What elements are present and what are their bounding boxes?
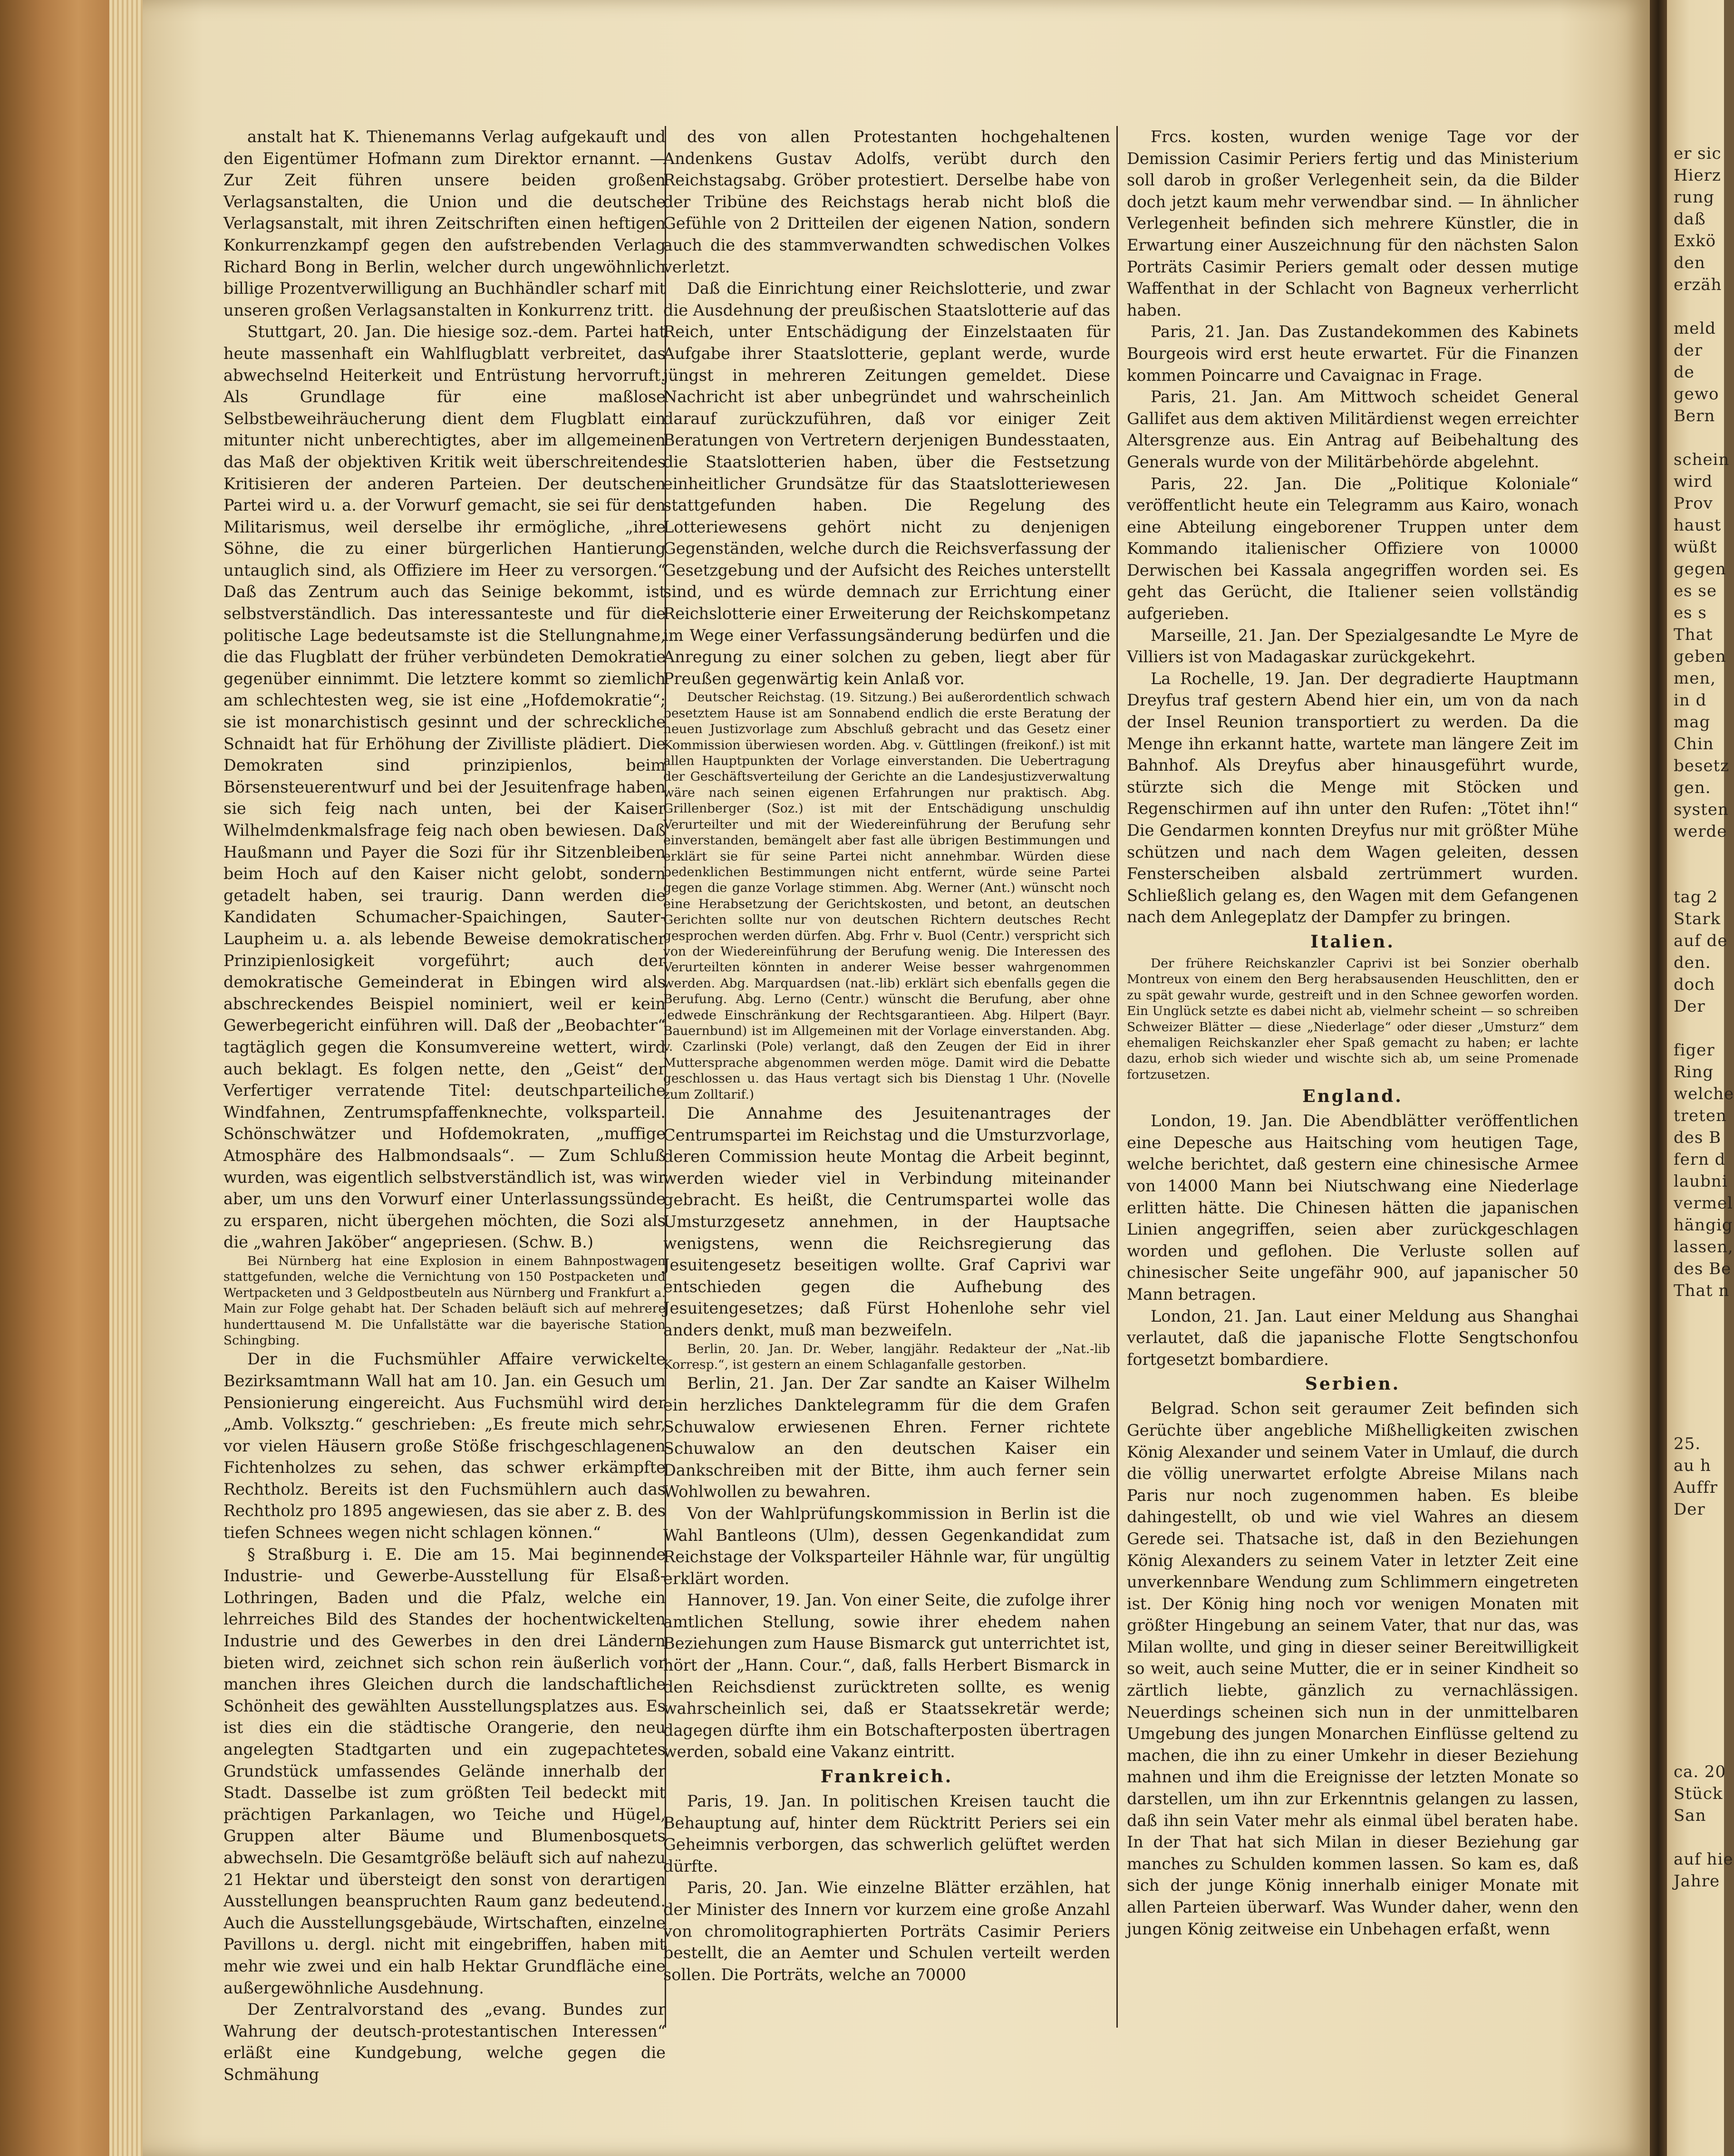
small-print-paragraph: Der frühere Reichskanzler Caprivi ist bei Sonzier oberhalb Montreux von einem den Berg herabsausenden Heuschlitten, den er zu spät gewahr wurde, gestreift und in den Schnee geworfen worden. Ein Unglück setzte es dabei nicht ab, vielmehr scheint — so schreiben Schweizer Blätter — diese „Niederlage“ oder dieser „Umsturz“ dem ehemaligen Reichskanzler eher Spaß gemacht zu haben; er lachte dazu, erhob sich wieder und wischte sich ab, um seine Promenade fortzusetzen.: [1127, 956, 1579, 1082]
column-2: [663, 126, 1110, 2032]
section-heading: England.: [1302, 1086, 1403, 1107]
section-heading: Frankreich.: [820, 1767, 953, 1787]
article-paragraph: Paris, 21. Jan. Am Mittwoch scheidet General Gallifet aus dem aktiven Militärdienst wegen erreichter Altersgrenze aus. Ein Antrag auf Beibehaltung des Generals wurde von der Militärbehörde abgelehnt.: [1127, 387, 1579, 471]
article-paragraph: Paris, 19. Jan. In politischen Kreisen taucht die Behauptung auf, hinter dem Rücktritt Periers sei ein Geheimnis verborgen, das schwerlich gelüftet werden dürfte.: [663, 1792, 1110, 1876]
article-paragraph: Hannover, 19. Jan. Von einer Seite, die zufolge ihrer amtlichen Stellung, sowie ihrer ehedem nahen Beziehungen zum Hause Bismarck gut unterrichtet ist, hört der „Hann. Cour.“, daß, falls Herbert Bismarck in den Reichsdienst zurücktreten sollte, es wenig wahrscheinlich sei, daß er Staatssekretär werde; dagegen dürfte ihm ein Botschafterposten übertragen werden, sobald eine Vakanz eintritt.: [663, 1591, 1110, 1761]
facing-page-edge: [1667, 0, 1734, 2156]
article-paragraph: des von allen Protestanten hochgehaltenen Andenkens Gustav Adolfs, verübt durch den Reichstagsabg. Gröber protestiert. Derselbe habe von der Tribüne des Reichstags herab nicht bloß die Gefühle von 2 Dritteilen der eigenen Nation, sondern auch die des stammverwandten schwedischen Volkes verletzt.: [663, 127, 1110, 276]
article-paragraph: Daß die Einrichtung einer Reichslotterie, und zwar die Ausdehnung der preußischen Staatslotterie auf das Reich, unter Entschädigung der Einzelstaaten für Aufgabe ihrer Staatslotterie, geplant werde, wurde jüngst in mehreren Zeitungen gemeldet. Diese Nachricht ist aber unbegründet und wahrscheinlich darauf zurückzuführen, daß vor einiger Zeit Beratungen von Vertretern derjenigen Bundesstaaten, die Staatslotterien haben, über die Festsetzung einheitlicher Grundsätze für das Staatslotteriewesen stattgefunden haben. Die Regelung des Lotteriewesens gehört nicht zu denjenigen Gegenständen, welche durch die Reichsverfassung der Gesetzgebung und der Aufsicht des Reiches unterstellt sind, und es würde demnach zur Errichtung einer Reichslotterie einer Erweiterung der Reichskompetanz im Wege einer Verfassungsänderung bedürfen und die Anregung zu einer solchen zu geben, liegt aber für Preußen gegenwärtig kein Anlaß vor.: [663, 279, 1110, 688]
book-binding: [0, 0, 143, 2156]
article-paragraph: Paris, 22. Jan. Die „Politique Koloniale“ veröffentlicht heute ein Telegramm aus Kairo, wonach eine Abteilung eingeborener Truppen unter dem Kommando italienischer Offiziere von 10000 Derwischen bei Kassala angegriffen worden sei. Es geht das Gerücht, die Italiener seien vollständig aufgerieben.: [1127, 474, 1579, 623]
book-gutter: [1650, 0, 1667, 2156]
column-rule: [1116, 126, 1118, 2028]
article-paragraph: anstalt hat K. Thienemanns Verlag aufgekauft und den Eigentümer Hofmann zum Direktor ernannt. — Zur Zeit führen unsere beiden großen Verlagsanstalten, die Union und die deutsche Verlagsanstalt, mit ihren Zeitschriften einen heftigen Konkurrenzkampf gegen den aufstrebenden Verlag Richard Bong in Berlin, welcher durch ungewöhnlich billige Prozentverwilligung an Buchhändler scharf mit unseren großen Verlagsanstalten in Konkurrenz tritt.: [223, 127, 666, 319]
page-edges: [109, 0, 143, 2156]
article-paragraph: Frcs. kosten, wurden wenige Tage vor der Demission Casimir Periers fertig und das Ministerium soll darob in großer Verlegenheit sein, da die Bilder doch jetzt kaum mehr verwendbar sind. — In ähnlicher Verlegenheit befinden sich mehrere Künstler, die in Erwartung einer Auszeichnung für den nächsten Salon Porträts Casimir Periers gemalt oder dessen mutige Waffenthat in der Schlacht von Bagneux verherrlicht haben.: [1127, 127, 1579, 319]
article-paragraph: London, 19. Jan. Die Abendblätter veröffentlichen eine Depesche aus Haitsching vom heutigen Tage, welche berichtet, daß gestern eine chinesische Armee von 14000 Mann bei Niutschwang eine Niederlage erlitten hätte. Die Chinesen hätten die japanischen Linien angegriffen, seien aber zurückgeschlagen worden und geflohen. Die Verluste sollen auf chinesischer Seite ungefähr 900, auf japanischer 50 Mann betragen.: [1127, 1112, 1579, 1304]
article-paragraph: Marseille, 21. Jan. Der Spezialgesandte Le Myre de Villiers ist von Madagaskar zurückgekehrt.: [1127, 626, 1579, 667]
section-heading: Italien.: [1310, 931, 1395, 952]
article-paragraph: Paris, 20. Jan. Wie einzelne Blätter erzählen, hat der Minister des Innern vor kurzem eine große Anzahl von chromolitographierten Porträts Casimir Periers bestellt, die an Aemter und Schulen verteilt werden sollen. Die Porträts, welche an 70000: [663, 1878, 1110, 1984]
article-paragraph: Berlin, 21. Jan. Der Zar sandte an Kaiser Wilhelm ein herzliches Danktelegramm für die dem Grafen Schuwalow erwiesenen Ehren. Ferner richtete Schuwalow an den deutschen Kaiser ein Dankschreiben mit der Bitte, ihm auch ferner sein Wohlwollen zu bewahren.: [663, 1374, 1110, 1501]
article-paragraph: Stuttgart, 20. Jan. Die hiesige soz.-dem. Partei hat heute massenhaft ein Wahlflugblatt verbreitet, das abwechselnd Heiterkeit und Entrüstung hervorruft. Als Grundlage für eine maßlose Selbstbeweihräucherung dient dem Flugblatt ein mitunter nicht unberechtigtes, aber im allgemeinen das Maß der objektiven Kritik weit überschreitendes Kritisieren der anderen Parteien. Der deutschen Partei wird u. a. der Vorwurf gemacht, sie sei für den Militarismus, weil derselbe ihr ermögliche, „ihre Söhne, die zu einer bürgerlichen Hantierung untauglich sind, als Offiziere im Heer zu versorgen.“ Daß das Zentrum auch das Seinige bekommt, ist selbstverständlich. Das interessanteste und für die politische Lage bedeutsamste ist die Stellungnahme, die das Flugblatt der früher verbündeten Demokratie gegenüber einnimmt. Die letztere kommt so ziemlich am schlechtesten weg, sie ist eine „Hofdemokratie“; sie ist monarchistisch gesinnt und der schreckliche Schnaidt hat für Erhöhung der Zivilliste plädiert. Die Demokraten sind prinzipienlos, beim Börsensteuerentwurf und bei der Jesuitenfrage haben sie sich feig nach unten, bei der Kaiser Wilhelmdenkmalsfrage feig nach oben bewiesen. Daß Haußmann und Payer die Sozi für ihr Sitzenbleiben beim Hoch auf den Kaiser nicht gelobt, sondern getadelt haben, sei traurig. Dann werden die Kandidaten Schumacher-Spaichingen, Sauter-Laupheim u. a. als lebende Beweise demokratischer Prinzipienlosigkeit vorgeführt; auch der demokratische Gemeinderat in Ebingen wird als abschreckendes Beispiel nominiert, weil er kein Gewerbegericht einführen will. Daß der „Beobachter“ tagtäglich gegen die Konsumvereine wettert, wird auch beklagt. Es folgen nette, den „Geist“ der Verfertiger verratende Titel: deutschparteiliche Windfahnen, Zentrumspfaffenknechte, volksparteil. Schönschwätzer und Hofdemokraten, „muffige Atmosphäre des Halbmondsaals“. — Zum Schluß wurden, was eigentlich selbstverständlich ist, was wir aber, um uns den Vorwurf einer Unterlassungssünde zu ersparen, nicht übergehen möchten, die Sozi als die „wahren Jaköber“ angepriesen. (Schw. B.): [223, 322, 666, 1252]
column-1: [223, 126, 666, 2084]
column-3: [1127, 126, 1579, 2032]
article-paragraph: Paris, 21. Jan. Das Zustandekommen des Kabinets Bourgeois wird erst heute erwartet. Für die Finanzen kommen Poincarre und Cavaignac in Frage.: [1127, 322, 1579, 385]
small-print-paragraph: Bei Nürnberg hat eine Explosion in einem Bahnpostwagen stattgefunden, welche die Vernichtung von 150 Postpacketen und Wertpacketen und 3 Geldpostbeuteln aus Nürnberg und Frankfurt a. Main zur Folge gehabt hat. Der Schaden beläuft sich auf mehrere hunderttausend M. Die Unfallstätte war die bayerische Station Schingbing.: [223, 1253, 666, 1348]
article-paragraph: Der in die Fuchsmühler Affaire verwickelte Bezirksamtmann Wall hat am 10. Jan. ein Gesuch um Pensionierung eingereicht. Aus Fuchsmühl wird der „Amb. Volksztg.“ geschrieben: „Es freute mich sehr, vor vielen Häusern große Stöße frischgeschlagenen Fichtenholzes zu sehen, das schwer erkämpfte Rechtholz. Bereits ist den Fuchsmühlern auch das Rechtholz pro 1895 angewiesen, das sie aber z. B. des tiefen Schnees wegen nicht schlagen können.“: [223, 1350, 666, 1542]
small-print-paragraph: Berlin, 20. Jan. Dr. Weber, langjähr. Redakteur der „Nat.-lib Korresp.“, ist gestern an einem Schlaganfalle gestorben.: [663, 1341, 1110, 1372]
article-paragraph: London, 21. Jan. Laut einer Meldung aus Shanghai verlautet, daß die japanische Flotte Sengtschonfou fortgesetzt bombardiere.: [1127, 1306, 1579, 1369]
section-heading: Serbien.: [1305, 1374, 1401, 1394]
article-paragraph: Der Zentralvorstand des „evang. Bundes zur Wahrung der deutsch-protestantischen Interessen“ erläßt eine Kundgebung, welche gegen die Schmähung: [223, 2000, 666, 2084]
article-paragraph: La Rochelle, 19. Jan. Der degradierte Hauptmann Dreyfus traf gestern Abend hier ein, um von da nach der Insel Reunion transportiert zu werden. Da die Menge ihn erkannt hatte, wartete man längere Zeit im Bahnhof. Als Dreyfus aber hinausgeführt wurde, stürzte sich die Menge mit Stöcken und Regenschirmen auf ihn unter den Rufen: „Tötet ihn!“ Die Gendarmen konnten Dreyfus nur mit größter Mühe schützen und nach dem Wagen geleiten, dessen Fensterscheiben alsbald zertrümmert wurden. Schließlich gelang es, den Wagen mit dem Gefangenen nach dem Anlegeplatz der Dampfer zu bringen.: [1127, 669, 1579, 927]
facing-page-text: er sic Hierz rung daß Exkö den erzäh meld der de gewo Bern schein wird Prov haust wüßt gegen es se es s That geben men, in d mag Chin besetz gen. systen werde tag 2 Stark auf de den. doch Der figer Ring welche treten des B fern d laubni vermel hängig lassen, des Be That n 25. au h Auffr Der ca. 20 Stück San auf hie Jahre: [1674, 144, 1734, 1891]
article-paragraph: Die Annahme des Jesuitenantrages der Centrumspartei im Reichstag und die Umsturzvorlage, deren Commission heute Montag die Arbeit beginnt, werden wieder viel in Verbindung miteinander gebracht. Es heißt, die Centrumspartei wolle das Umsturzgesetz annehmen, in der Hauptsache wenigstens, wenn die Reichsregierung das Jesuitengesetz beseitigen wollte. Graf Caprivi war entschieden gegen die Aufhebung des Jesuitengesetzes; daß Fürst Hohenlohe sehr viel anders denkt, muß man bezweifeln.: [663, 1104, 1110, 1339]
article-paragraph: Belgrad. Schon seit geraumer Zeit befinden sich Gerüchte über angebliche Mißhelligkeiten zwischen König Alexander und seinem Vater in Umlauf, die durch die völlig unerwartet erfolgte Abreise Milans nach Paris nur noch zugenommen haben. Es bleibe dahingestellt, ob und wie viel Wahres an diesem Gerede sei. Thatsache ist, daß in den Beziehungen König Alexanders zu seinem Vater in letzter Zeit eine unverkennbare Wendung zum Schlimmern eingetreten ist. Der König hing noch vor wenigen Monaten mit größter Hingebung an seinem Vater, that nur das, was Milan wollte, und ging in dieser seiner Bereitwilligkeit so weit, auch seine Mutter, die er in seiner Kindheit so zärtlich liebte, gänzlich zu vernachlässigen. Neuerdings scheinen sich nun in der unmittelbaren Umgebung des jungen Monarchen Einflüsse geltend zu machen, die ihn zu einer Umkehr in dieser Beziehung mahnen und ihm die Ereignisse der letzten Monate so darstellen, um ihn zur Erkenntnis gelangen zu lassen, daß ihn sein Vater mehr als einmal übel beraten habe. In der That hat sich Milan in dieser Beziehung gar manches zu Schulden kommen lassen. So kam es, daß sich der junge König innerhalb einiger Monate mit allen Parteien überwarf. Was Wunder daher, wenn den jungen König zeitweise ein Unbehagen erfaßt, wenn: [1127, 1399, 1579, 1938]
article-paragraph: Von der Wahlprüfungskommission in Berlin ist die Wahl Bantleons (Ulm), dessen Gegenkandidat zum Reichstage der Volksparteiler Hähnle war, für ungültig erklärt worden.: [663, 1504, 1110, 1588]
article-paragraph: § Straßburg i. E. Die am 15. Mai beginnende Industrie- und Gewerbe-Ausstellung für Elsaß-Lothringen, Baden und die Pfalz, welche ein lehrreiches Bild des Standes der hochentwickelten Industrie und des Gewerbes in den drei Ländern bieten wird, zeichnet sich schon rein äußerlich vor manchen ihres Gleichen durch die landschaftliche Schönheit des gewählten Ausstellungsplatzes aus. Es ist dies ein die städtische Orangerie, den neu angelegten Stadtgarten und ein zugepachtetes Grundstück umfassendes Gelände innerhalb der Stadt. Dasselbe ist zum größten Teil bedeckt mit prächtigen Parkanlagen, wo Teiche und Hügel, Gruppen alter Bäume und Blumenbosquets abwechseln. Die Gesamtgröße beläuft sich auf nahezu 21 Hektar und übersteigt den sonst von derartigen Ausstellungen beanspruchten Raum ganz bedeutend. Auch die Ausstellungsgebäude, Wirtschaften, einzelne Pavillons u. dergl. nicht mit eingebriffen, haben mit mehr wie zwei und ein halb Hektar Grundfläche eine außergewöhnliche Ausdehnung.: [223, 1545, 666, 1997]
small-print-paragraph: Deutscher Reichstag. (19. Sitzung.) Bei außerordentlich schwach besetztem Hause ist am Sonnabend endlich die erste Beratung der neuen Justizvorlage zum Abschluß gebracht und das Gesetz einer Kommission überwiesen worden. Abg. v. Güttlingen (freikonf.) ist mit allen Hauptpunkten der Vorlage einverstanden. Die Uebertragung der Geschäftsverteilung der Gerichte an die Landesjustizverwaltung wäre nach seinen eigenen Erfahrungen nur praktisch. Abg. Grillenberger (Soz.) ist mit der Entschädigung unschuldig Verurteilter und mit der Wiedereinführung der Berufung sehr einverstanden, bemängelt aber fast alle übrigen Bestimmungen und erklärt sie für seine Partei nicht annehmbar. Würden diese bedenklichen Bestimmungen nicht entfernt, würde seine Partei gegen die ganze Vorlage stimmen. Abg. Werner (Ant.) wünscht noch eine Herabsetzung der Gerichtskosten, und betont, an deutschen Gerichten sollte nur von deutschen Richtern deutsches Recht gesprochen werden dürfen. Abg. Frhr v. Buol (Centr.) verspricht sich von der Wiedereinführung der Berufung wenig. Die Interessen des Verurteilten könnten in anderer Weise besser wahrgenommen werden. Abg. Marquardsen (nat.-lib) erklärt sich ebenfalls gegen die Berufung. Abg. Lerno (Centr.) wünscht die Berufung, aber ohne jedwede Einschränkung der Rechtsgarantieen. Abg. Hilpert (Bayr. Bauernbund) ist im Allgemeinen mit der Vorlage einverstanden. Abg. v. Czarlinski (Pole) verlangt, daß den Zeugen der Eid in ihrer Muttersprache abgenommen werden möge. Damit wird die Debatte geschlossen u. das Haus vertagt sich bis Dienstag 1 Uhr. (Novelle zum Zolltarif.): [663, 690, 1110, 1102]
